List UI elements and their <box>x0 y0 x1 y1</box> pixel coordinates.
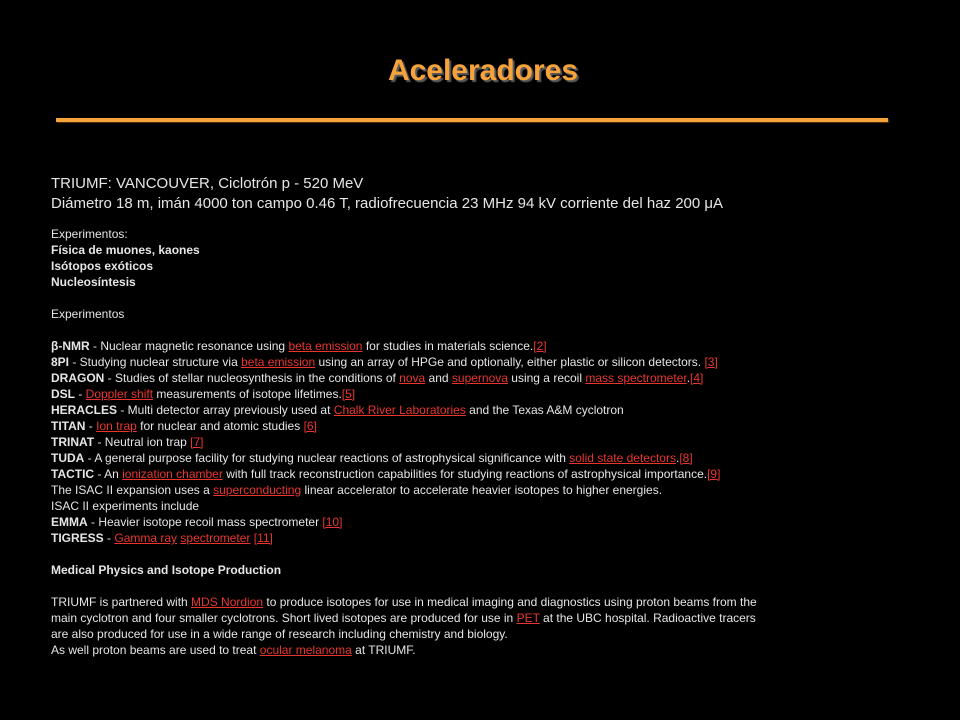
experiment-name: TITAN <box>51 419 86 433</box>
link-doppler-shift[interactable]: Doppler shift <box>85 387 154 401</box>
link-mass-spectrometer[interactable]: mass spectrometer <box>585 371 687 385</box>
experiment-tuda: TUDA - A general purpose facility for studying nuclear reactions of astrophysical significance with solid state detectors.[8] <box>51 451 693 465</box>
medical-heading: Medical Physics and Isotope Production <box>51 563 282 577</box>
link-pet[interactable]: PET <box>516 611 540 625</box>
ref-link-10[interactable]: [10] <box>322 515 343 529</box>
link-superconducting[interactable]: superconducting <box>213 483 302 497</box>
experiment-name: TUDA <box>51 451 85 465</box>
header-line-2: Diámetro 18 m, imán 4000 ton campo 0.46 T, radiofrecuencia 23 MHz 94 kV corriente del haz 200 μA <box>51 195 724 212</box>
link-supernova[interactable]: supernova <box>451 371 508 385</box>
experiment-bnmr: β-NMR - Nuclear magnetic resonance using beta emission for studies in materials science.[2] <box>51 339 547 353</box>
experiment-tigress: TIGRESS - Gamma ray spectrometer [11] <box>51 531 273 545</box>
experiment-tactic: TACTIC - An ionization chamber with full track reconstruction capabilities for studying reactions of astrophysical importance.[9] <box>51 467 721 481</box>
link-spectrometer[interactable]: spectrometer <box>180 531 251 545</box>
experiment-8pi: 8PI - Studying nuclear structure via beta emission using an array of HPGe and optionally, either plastic or silicon detectors. [3] <box>51 355 718 369</box>
medical-paragraph-line-1: TRIUMF is partnered with MDS Nordion to produce isotopes for use in medical imaging and diagnostics using proton beams from the <box>51 595 757 609</box>
title-underline <box>56 118 888 122</box>
isac-expansion: The ISAC II expansion uses a superconducting linear accelerator to accelerate heavier isotopes to higher energies. <box>51 483 663 497</box>
experiment-name: DRAGON <box>51 371 105 385</box>
experiment-titan: TITAN - Ion trap for nuclear and atomic studies [6] <box>51 419 317 433</box>
link-beta-emission[interactable]: beta emission <box>241 355 316 369</box>
ref-link-6[interactable]: [6] <box>303 419 317 433</box>
experiment-dragon: DRAGON - Studies of stellar nucleosynthesis in the conditions of nova and supernova using a recoil mass spectrometer.[4] <box>51 371 704 385</box>
experiment-name: 8PI <box>51 355 70 369</box>
header-line-1: TRIUMF: VANCOUVER, Ciclotrón p - 520 MeV <box>51 175 364 192</box>
experiment-name: TACTIC <box>51 467 95 481</box>
slide-title: Aceleradores <box>387 54 579 87</box>
experiment-name: TIGRESS <box>51 531 104 545</box>
link-nova[interactable]: nova <box>399 371 426 385</box>
link-ocular-melanoma[interactable]: ocular melanoma <box>259 643 352 657</box>
ref-link-9[interactable]: [9] <box>707 467 721 481</box>
experiment-name: DSL <box>51 387 75 401</box>
ref-link-11[interactable]: [11] <box>253 531 273 545</box>
experiment-emma: EMMA - Heavier isotope recoil mass spectrometer [10] <box>51 515 343 529</box>
experiment-es-item: Física de muones, kaones <box>51 243 200 257</box>
experiment-es-item: Nucleosíntesis <box>51 275 136 289</box>
link-solid-state-detectors[interactable]: solid state detectors <box>569 451 676 465</box>
medical-paragraph-line-4: As well proton beams are used to treat ocular melanoma at TRIUMF. <box>51 643 416 657</box>
experiments-heading: Experimentos <box>51 307 125 321</box>
ref-link-3[interactable]: [3] <box>704 355 718 369</box>
experiment-trinat: TRINAT - Neutral ion trap [7] <box>51 435 204 449</box>
ref-link-2[interactable]: [2] <box>533 339 547 353</box>
link-beta-emission[interactable]: beta emission <box>288 339 363 353</box>
ref-link-7[interactable]: [7] <box>190 435 204 449</box>
medical-paragraph-line-3: are also produced for use in a wide range of research including chemistry and biology. <box>51 627 508 641</box>
ref-link-8[interactable]: [8] <box>679 451 693 465</box>
link-gamma-ray[interactable]: Gamma ray <box>114 531 178 545</box>
medical-paragraph-line-2: main cyclotron and four smaller cyclotrons. Short lived isotopes are produced for use in PET at the UBC hospital. Radioactive tracers <box>51 611 756 625</box>
experiment-es-item: Isótopos exóticos <box>51 259 154 273</box>
link-chalk-river[interactable]: Chalk River Laboratories <box>333 403 466 417</box>
experiment-name: TRINAT <box>51 435 95 449</box>
experiment-name: β-NMR <box>51 339 90 353</box>
experiment-name: HERACLES <box>51 403 118 417</box>
ref-link-5[interactable]: [5] <box>341 387 356 401</box>
experiment-heracles: HERACLES - Multi detector array previously used at Chalk River Laboratories and the Texas A&M cyclotron <box>51 403 624 417</box>
link-ion-trap[interactable]: Ion trap <box>96 419 137 433</box>
experiment-dsl: DSL - Doppler shift measurements of isotope lifetimes.[5] <box>51 387 356 401</box>
isac-include: ISAC II experiments include <box>51 499 200 513</box>
slide-content <box>51 174 911 658</box>
link-mds-nordion[interactable]: MDS Nordion <box>191 595 264 609</box>
ref-link-4[interactable]: [4] <box>690 371 704 385</box>
experiments-es-heading: Experimentos: <box>51 227 128 241</box>
link-ionization-chamber[interactable]: ionization chamber <box>122 467 223 481</box>
experiment-name: EMMA <box>51 515 88 529</box>
